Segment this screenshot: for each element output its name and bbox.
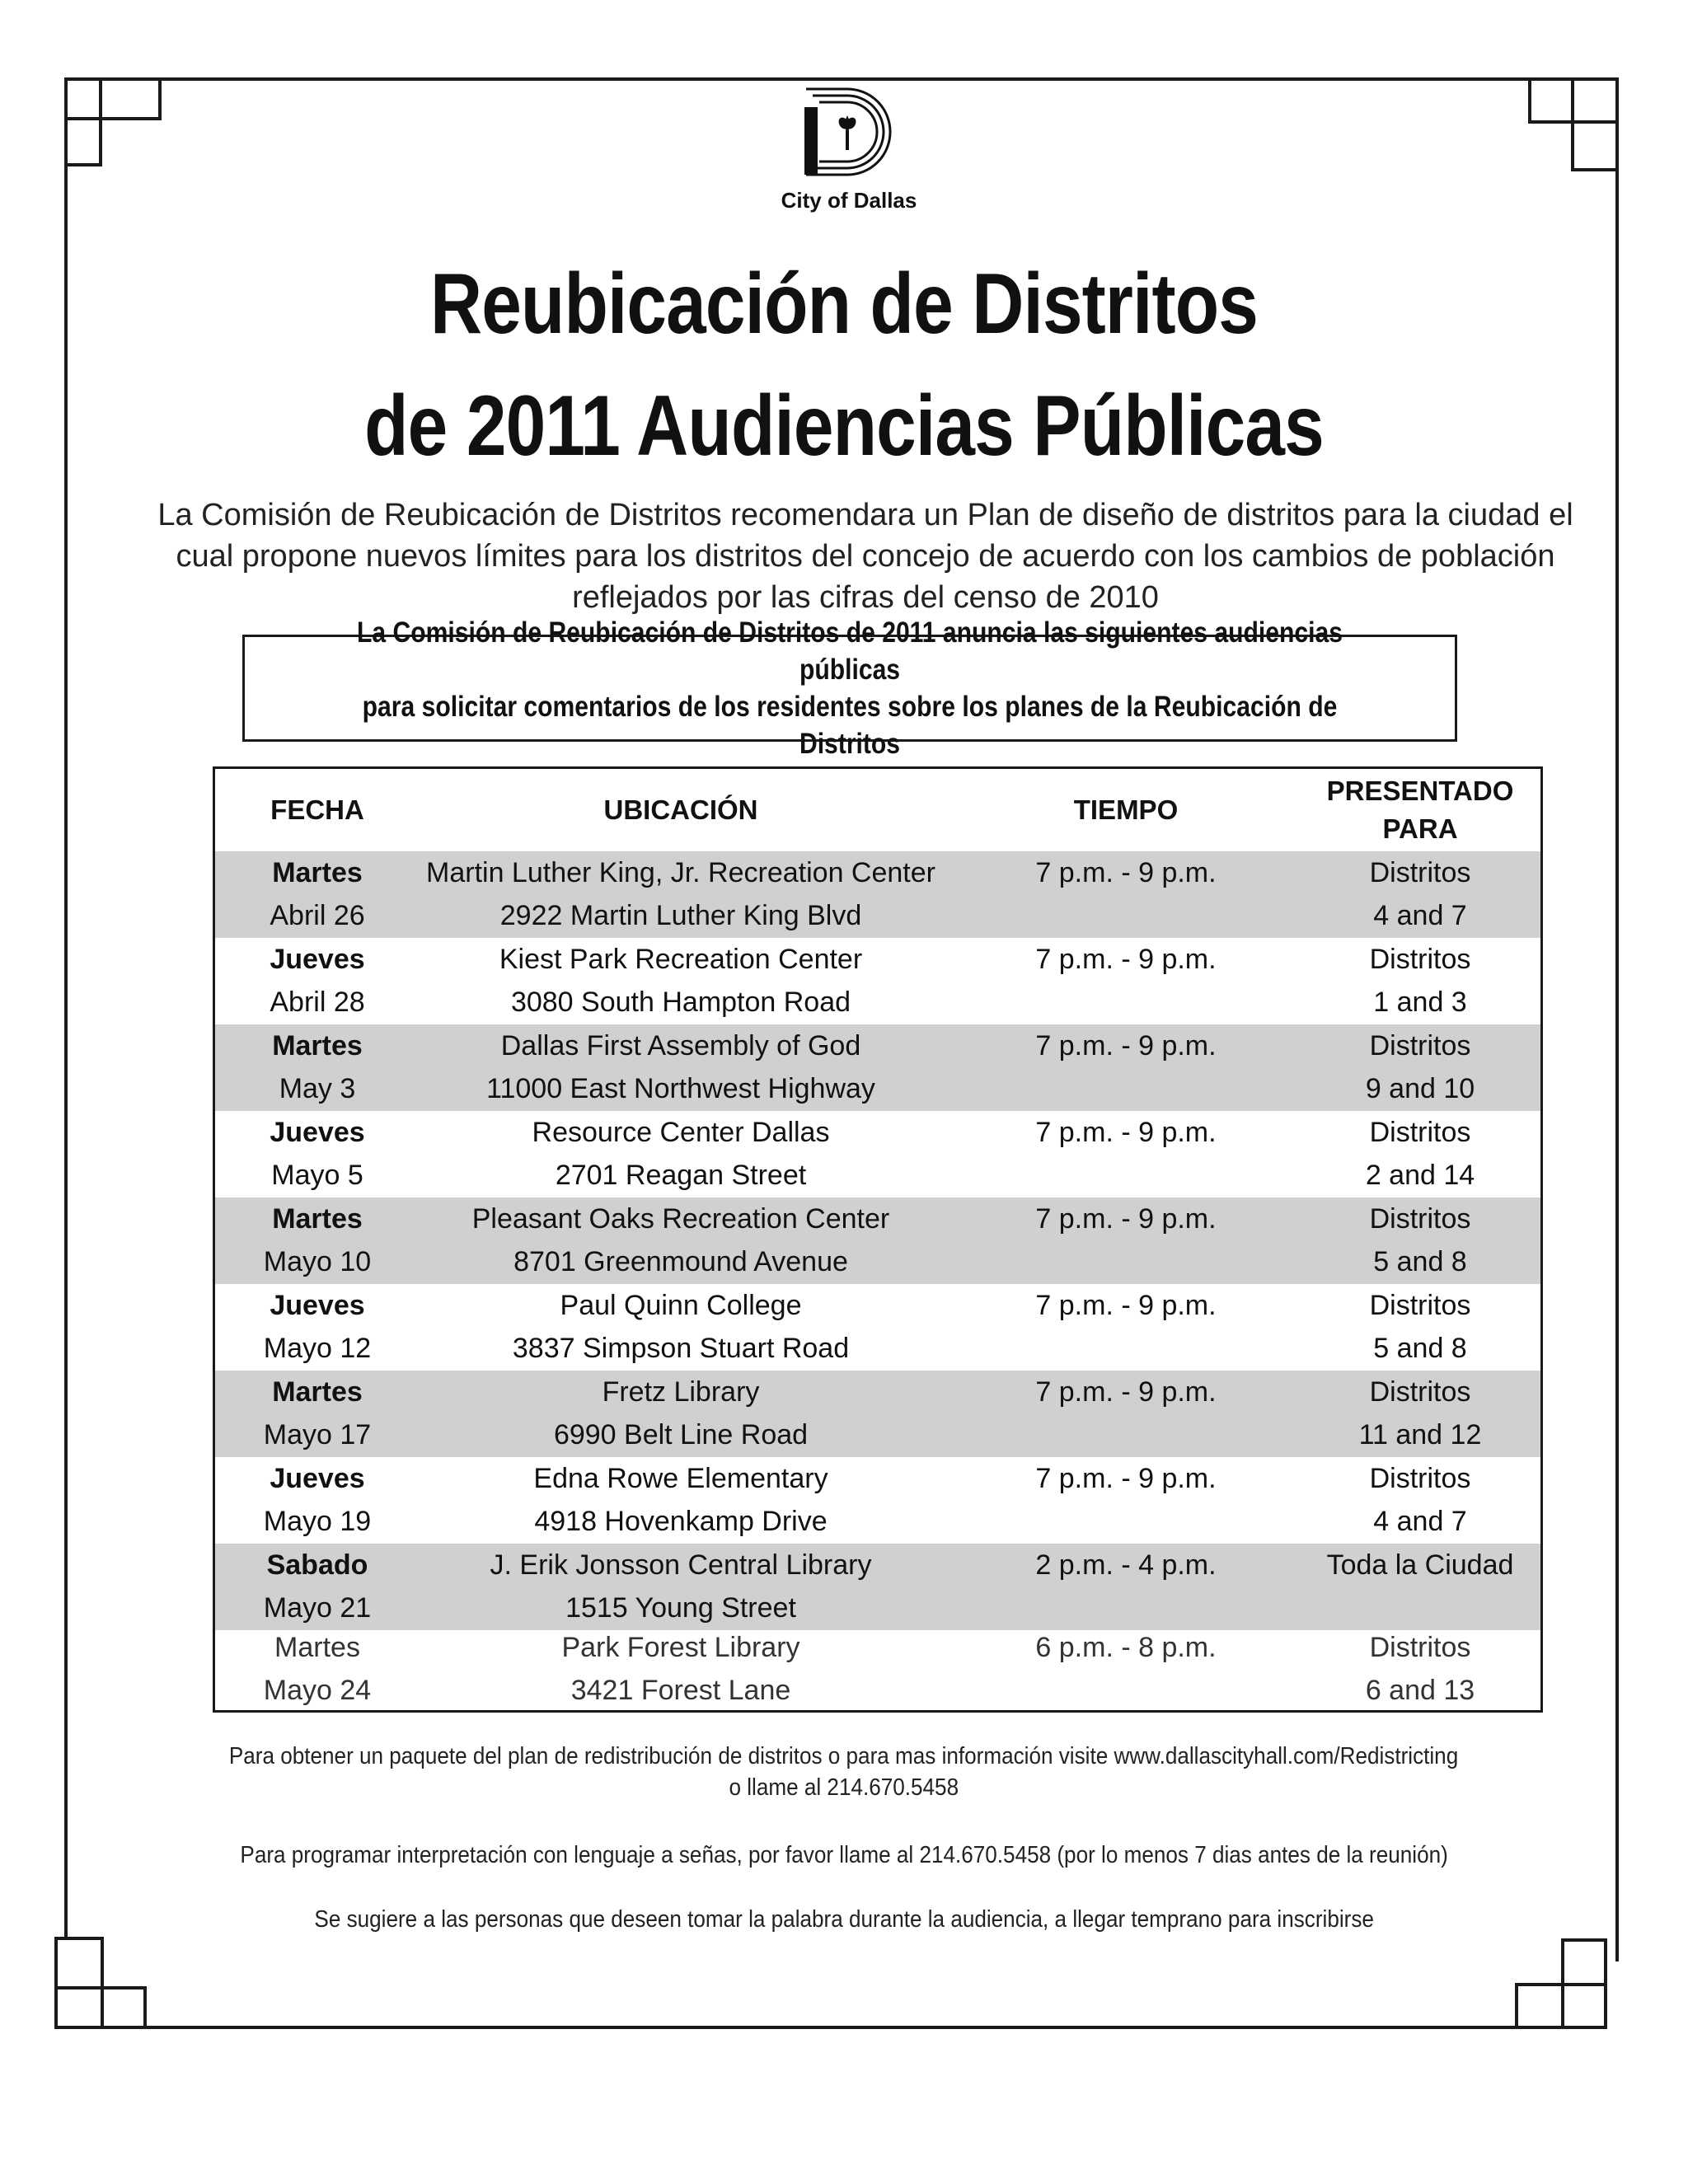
presented-cell <box>1295 1626 1545 1713</box>
districts: 4 and 7 <box>1373 900 1467 931</box>
table-row <box>215 1284 1540 1371</box>
location-cell <box>421 1457 940 1544</box>
address: 4918 Hovenkamp Drive <box>534 1506 828 1537</box>
presented-cell <box>1295 938 1545 1024</box>
frame-right <box>1615 132 1619 1961</box>
place: Park Forest Library <box>561 1632 800 1663</box>
info-line-2: o llame al 214.670.5458 <box>729 1774 959 1801</box>
date-cell <box>215 1544 420 1630</box>
location-cell <box>421 1284 940 1371</box>
table-row <box>215 851 1540 938</box>
header-tiempo: TIEMPO <box>1073 794 1179 825</box>
address: 1515 Young Street <box>565 1592 796 1624</box>
districts: 6 and 13 <box>1365 1675 1475 1706</box>
address: 3080 South Hampton Road <box>510 987 851 1018</box>
date-cell <box>215 938 420 1024</box>
districts: 5 and 8 <box>1373 1246 1467 1277</box>
header-para: PARA <box>1382 813 1458 844</box>
city-of-dallas-logo <box>790 82 905 181</box>
presented-cell <box>1295 1111 1545 1197</box>
address: 2701 Reagan Street <box>555 1160 807 1191</box>
weekday: Martes <box>272 1203 363 1235</box>
presented-cell <box>1295 851 1545 938</box>
districts: 1 and 3 <box>1373 987 1467 1018</box>
weekday: Jueves <box>270 1117 365 1148</box>
hearings-table <box>213 766 1543 1713</box>
districts: 5 and 8 <box>1373 1333 1467 1364</box>
table-row <box>215 1457 1540 1544</box>
header-ubicacion: UBICACIÓN <box>603 794 758 825</box>
frame-top <box>99 77 1528 81</box>
date-cell <box>215 1024 420 1111</box>
frame-bottom <box>54 2026 1538 2029</box>
time-cell: 7 p.m. - 9 p.m. <box>1035 1290 1217 1321</box>
presented-label: Distritos <box>1369 1463 1471 1494</box>
location-cell <box>421 1544 940 1630</box>
table-row <box>215 1626 1540 1713</box>
location-cell <box>421 1111 940 1197</box>
header-presentado-para <box>1295 769 1545 851</box>
date-cell <box>215 851 420 938</box>
info-note <box>66 1741 1622 1803</box>
speakers-text: Se sugiere a las personas que deseen tomar la palabra durante la audiencia, a llegar temprano para inscribirse <box>314 1906 1374 1933</box>
districts: 4 and 7 <box>1373 1506 1467 1537</box>
weekday: Martes <box>272 1376 363 1408</box>
announcement-line-2: para solicitar comentarios de los residentes sobre los planes de la Reubicación de Distritos <box>362 691 1338 760</box>
location-cell <box>421 938 940 1024</box>
date: Abril 26 <box>270 900 365 931</box>
logo-caption: City of Dallas <box>781 188 917 213</box>
location-cell <box>421 1371 940 1457</box>
presented-cell <box>1295 1457 1545 1544</box>
table-row <box>215 1544 1540 1630</box>
date: Mayo 24 <box>263 1675 372 1706</box>
presented-label: Distritos <box>1369 1203 1471 1235</box>
table-row <box>215 1197 1540 1284</box>
presented-label: Distritos <box>1369 1290 1471 1321</box>
intro-paragraph: La Comisión de Reubicación de Distritos recomendara un Plan de diseño de distritos para la ciudad el cual propone nuevos límites para los distritos del concejo de acuerdo con los cambios de población reflejados por las cifras del censo de 2010 <box>157 498 1573 615</box>
address: 6990 Belt Line Road <box>553 1419 809 1451</box>
presented-label: Distritos <box>1369 944 1471 975</box>
date: Mayo 17 <box>263 1419 372 1451</box>
table-row <box>215 1111 1540 1197</box>
date-cell <box>215 1111 420 1197</box>
date: Mayo 5 <box>271 1160 363 1191</box>
weekday: Jueves <box>270 1463 365 1494</box>
place: Dallas First Assembly of God <box>500 1030 861 1062</box>
presented-cell <box>1295 1024 1545 1111</box>
table-row <box>215 1024 1540 1111</box>
date: May 3 <box>279 1073 356 1104</box>
sign-language-note <box>66 1840 1622 1871</box>
presented-label: Distritos <box>1369 1632 1471 1663</box>
time-cell: 7 p.m. - 9 p.m. <box>1035 1376 1217 1408</box>
address: 3421 Forest Lane <box>570 1675 791 1706</box>
table-row <box>215 938 1540 1024</box>
place: Resource Center Dallas <box>532 1117 830 1148</box>
table-row <box>215 1371 1540 1457</box>
address: 2922 Martin Luther King Blvd <box>499 900 862 931</box>
presented-label: Distritos <box>1369 857 1471 888</box>
presented-label: Distritos <box>1369 1376 1471 1408</box>
presented-cell <box>1295 1371 1545 1457</box>
place: Paul Quinn College <box>560 1290 802 1321</box>
address: 8701 Greenmound Avenue <box>513 1246 848 1277</box>
place: Fretz Library <box>602 1376 760 1408</box>
presented-cell <box>1295 1197 1545 1284</box>
districts: 9 and 10 <box>1365 1073 1475 1104</box>
weekday: Martes <box>272 857 363 888</box>
date: Mayo 21 <box>263 1592 372 1624</box>
date-cell <box>215 1626 420 1713</box>
frame-left <box>64 124 68 1961</box>
districts: 2 and 14 <box>1365 1160 1475 1191</box>
place: Edna Rowe Elementary <box>533 1463 828 1494</box>
announcement-box <box>242 616 1457 760</box>
districts: 11 and 12 <box>1358 1419 1482 1451</box>
header-fecha: FECHA <box>270 794 364 825</box>
place: J. Erik Jonsson Central Library <box>490 1549 872 1581</box>
weekday: Jueves <box>270 944 365 975</box>
time-cell: 7 p.m. - 9 p.m. <box>1035 944 1217 975</box>
time-cell: 2 p.m. - 4 p.m. <box>1035 1549 1217 1581</box>
time-cell: 7 p.m. - 9 p.m. <box>1035 1203 1217 1235</box>
date-cell <box>215 1197 420 1284</box>
presented-label: Toda la Ciudad <box>1326 1549 1514 1581</box>
weekday: Martes <box>272 1030 363 1062</box>
address: 11000 East Northwest Highway <box>486 1073 875 1104</box>
place: Pleasant Oaks Recreation Center <box>471 1203 890 1235</box>
time-cell: 7 p.m. - 9 p.m. <box>1035 1030 1217 1062</box>
date: Mayo 19 <box>263 1506 372 1537</box>
info-line-1: Para obtener un paquete del plan de redistribución de distritos o para mas información visite www.dallascityhall.com/Redistricting <box>229 1743 1459 1769</box>
presented-label: Distritos <box>1369 1030 1471 1062</box>
header-presentado: PRESENTADO <box>1326 776 1514 806</box>
time-cell: 7 p.m. - 9 p.m. <box>1035 857 1217 888</box>
date-cell <box>215 1457 420 1544</box>
presented-cell <box>1295 1284 1545 1371</box>
presented-label: Distritos <box>1369 1117 1471 1148</box>
date-cell <box>215 1284 420 1371</box>
location-cell <box>421 851 940 938</box>
time-cell: 7 p.m. - 9 p.m. <box>1035 1117 1217 1148</box>
place: Kiest Park Recreation Center <box>499 944 863 975</box>
announcement-line-1: La Comisión de Reubicación de Distritos de 2011 anuncia las siguientes audiencias públicas <box>356 616 1343 686</box>
date-cell <box>215 1371 420 1457</box>
date: Mayo 10 <box>263 1246 372 1277</box>
location-cell <box>421 1197 940 1284</box>
date: Mayo 12 <box>263 1333 372 1364</box>
sign-language-text: Para programar interpretación con lenguaje a señas, por favor llame al 214.670.5458 (por lo menos 7 dias antes de la reunión) <box>240 1842 1448 1868</box>
weekday: Martes <box>274 1632 360 1663</box>
weekday: Sabado <box>266 1549 368 1581</box>
location-cell <box>421 1626 940 1713</box>
weekday: Jueves <box>270 1290 365 1321</box>
page-title-line-1: Reubicación de Distritos <box>429 256 1259 352</box>
page-title-line-2: de 2011 Audiencias Públicas <box>364 378 1324 474</box>
speakers-note <box>66 1904 1622 1935</box>
time-cell: 7 p.m. - 9 p.m. <box>1035 1463 1217 1494</box>
time-cell: 6 p.m. - 8 p.m. <box>1035 1632 1217 1663</box>
place: Martin Luther King, Jr. Recreation Center <box>426 857 935 888</box>
location-cell <box>421 1024 940 1111</box>
date: Abril 28 <box>270 987 365 1018</box>
presented-cell <box>1295 1544 1545 1630</box>
address: 3837 Simpson Stuart Road <box>512 1333 850 1364</box>
